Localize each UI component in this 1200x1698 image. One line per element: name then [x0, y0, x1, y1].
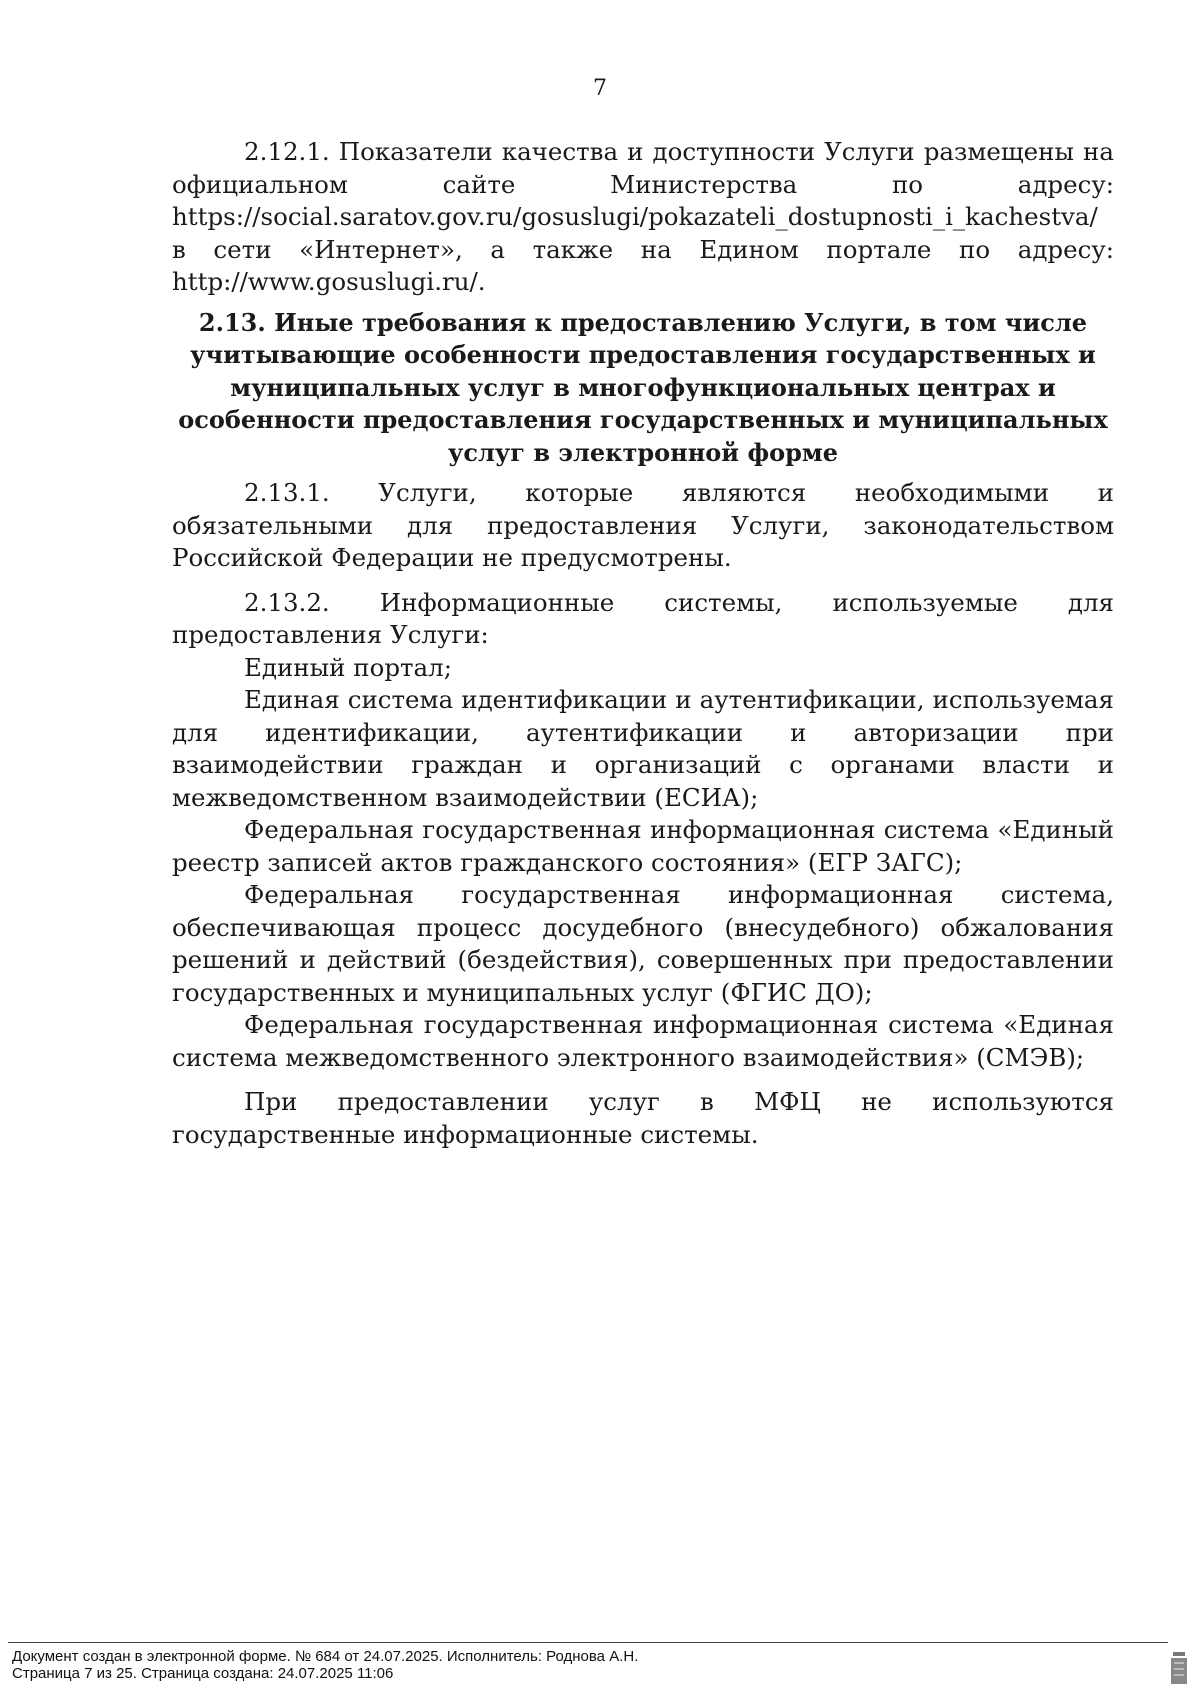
document-body — [172, 136, 1114, 1151]
paragraph-2-12-1: 2.12.1. Показатели качества и доступности Услуги размещены на официальном сайте Министерства по адресу: https://social.saratov.gov.ru/gosuslugi/pokazateli_dostupnosti_i_kachestva/ в сети «Интернет», а также на Едином портале по адресу: http://www.gosuslugi.ru/. — [172, 137, 1114, 296]
page-number: 7 — [593, 76, 607, 101]
footer-line-2: Страница 7 из 25. Страница создана: 24.07.2025 11:06 — [12, 1665, 394, 1682]
paragraph-2-13-2: 2.13.2. Информационные системы, используемые для предоставления Услуги: — [172, 587, 1114, 649]
list-item: Единая система идентификации и аутентификации, используемая для идентификации, аутентификации и авторизации при взаимодействии граждан и организаций с органами власти и межведомственном взаимодействии (ЕСИА); — [172, 685, 1114, 812]
document-mark-icon — [1170, 1650, 1188, 1686]
list-item: Федеральная государственная информационная система, обеспечивающая процесс досудебного (внесудебного) обжалования решений и действий (бездействия), совершенных при предоставлении государственных и муниципальных услуг (ФГИС ДО); — [172, 880, 1114, 1007]
footer-line-1: Документ создан в электронной форме. № 684 от 24.07.2025. Исполнитель: Роднова А.Н. — [12, 1648, 639, 1665]
footer-divider — [8, 1642, 1168, 1643]
paragraph-2-13-1: 2.13.1. Услуги, которые являются необходимыми и обязательными для предоставления Услуги, законодательством Российской Федерации не предусмотрены. — [172, 478, 1114, 572]
paragraph-mfc: При предоставлении услуг в МФЦ не используются государственные информационные системы. — [172, 1087, 1114, 1149]
list-item: Федеральная государственная информационная система «Единый реестр записей актов гражданского состояния» (ЕГР ЗАГС); — [172, 815, 1114, 877]
document-footer — [12, 1648, 638, 1682]
section-heading-2-13: 2.13. Иные требования к предоставлению Услуги, в том числе учитывающие особенности предоставления государственных и муниципальных услуг в многофункциональных центрах и особенности предоставления государственных и муниципальных услуг в электронной форме — [178, 307, 1108, 467]
list-item: Единый портал; — [244, 652, 452, 682]
list-item: Федеральная государственная информационная система «Единая система межведомственного электронного взаимодействия» (СМЭВ); — [172, 1010, 1114, 1072]
